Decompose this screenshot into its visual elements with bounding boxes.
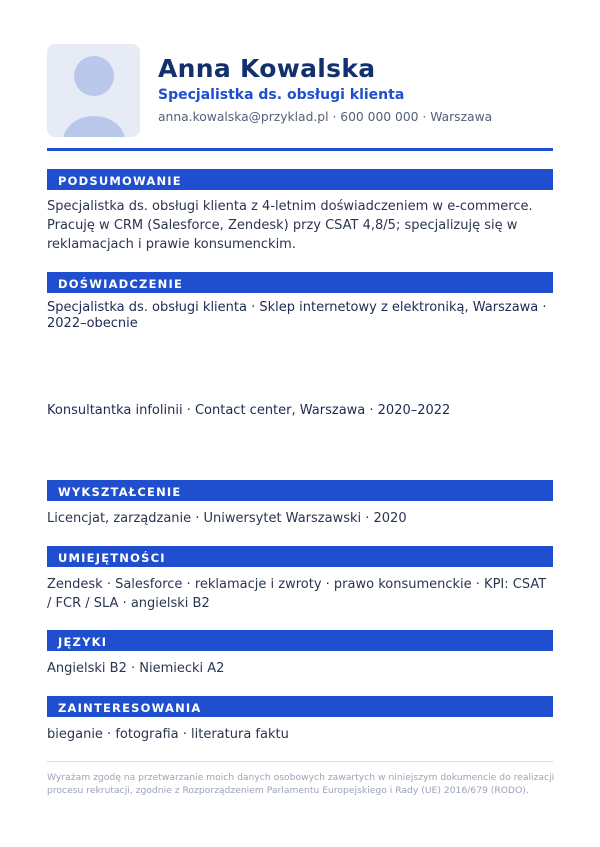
section-heading-languages: JĘZYKI [47, 630, 553, 651]
section-heading-education: WYKSZTAŁCENIE [47, 480, 553, 501]
person-placeholder-icon [47, 44, 140, 137]
job-header: Konsultantka infolinii · Contact center, Warszawa · 2020–2022 [47, 403, 451, 418]
contact-line: anna.kowalska@przyklad.pl · 600 000 000 · Warszawa [158, 110, 493, 124]
footer-divider [47, 761, 553, 762]
cv-header [47, 44, 553, 139]
header-divider [47, 148, 553, 151]
languages-text: Angielski B2 · Niemiecki A2 [47, 661, 225, 676]
section-heading-interests: ZAINTERESOWANIA [47, 696, 553, 717]
summary-text: Specjalistka ds. obsługi klienta z 4-letnim doświadczeniem w e-commerce. Pracuję w CRM (Salesforce, Zendesk) przy CSAT 4,8/5; specjalizuję się w reklamacjach i prawie konsumenckim. [47, 199, 533, 252]
candidate-role: Specjalistka ds. obsługi klienta [158, 87, 405, 103]
skills-text: Zendesk · Salesforce · reklamacje i zwroty · prawo konsumenckie · KPI: CSAT / FCR / SLA · angielski B2 [47, 577, 547, 611]
photo-body-shape [63, 116, 125, 137]
photo-head-shape [74, 56, 114, 96]
education-text: Licencjat, zarządzanie · Uniwersytet Warszawski · 2020 [47, 511, 407, 526]
gdpr-consent-clause: Wyrażam zgodę na przetwarzanie moich danych osobowych zawartych w niniejszym dokumencie do realizacji procesu rekrutacji, zgodnie z Rozporządzeniem Parlamentu Europejskiego i Rady (UE) 2016/679 (RODO). [47, 772, 555, 796]
section-heading-skills: UMIEJĘTNOŚCI [47, 546, 553, 567]
interests-text: bieganie · fotografia · literatura faktu [47, 727, 289, 742]
section-heading-summary: PODSUMOWANIE [47, 169, 553, 190]
candidate-name: Anna Kowalska [158, 54, 376, 83]
job-header: Specjalistka ds. obsługi klienta · Sklep internetowy z elektroniką, Warszawa · 2022–obecnie [47, 300, 547, 331]
section-heading-experience: DOŚWIADCZENIE [47, 272, 553, 293]
